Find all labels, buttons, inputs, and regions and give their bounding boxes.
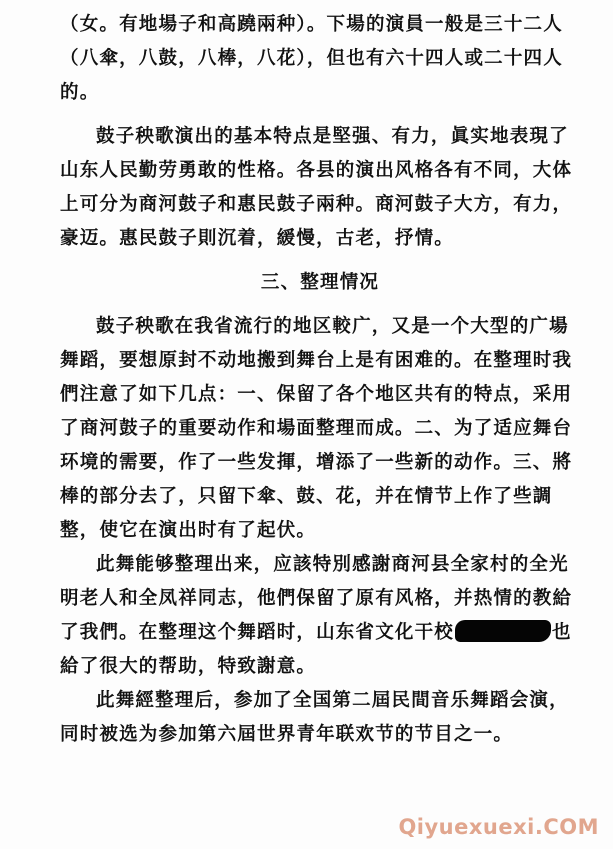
text-line: 鼓子秧歌在我省流行的地区較广，又是一个大型的广場: [96, 316, 569, 337]
paragraph-2: [60, 120, 580, 256]
text-segment: 也: [552, 622, 572, 643]
text-line: 了商河鼓子的重要动作和場面整理而成。二、为了适应舞台: [60, 418, 573, 439]
redaction-mark: [455, 620, 551, 642]
paragraph-5: [60, 684, 580, 752]
text-segment: 了我們。在整理这个舞蹈时，山东省文化干校: [60, 622, 455, 643]
text-line: 整，使它在演出时有了起伏。: [60, 520, 317, 541]
paragraph-gap: [60, 110, 580, 120]
text-line: 的。: [60, 82, 100, 103]
text-line: 此舞能够整理出来，应該特別感謝商河县全家村的全光: [96, 554, 569, 575]
text-line: 此舞經整理后，参加了全国第二屆民間音乐舞蹈会演，: [96, 690, 569, 711]
text-line: 环境的需要，作了一些发揮，增添了一些新的动作。三、將: [60, 452, 573, 473]
text-line: 給了很大的帮助，特致謝意。: [60, 656, 317, 677]
document-body: [60, 8, 580, 752]
text-line: 明老人和全凤祥同志，他們保留了原有风格，并热情的教給: [60, 588, 573, 609]
text-line: 同时被选为参加第六屆世界青年联欢节的节目之一。: [60, 724, 514, 745]
section-heading: 三、整理情况: [260, 272, 380, 293]
text-line: （八傘，八鼓，八棒，八花），但也有六十四人或二十四人: [60, 48, 563, 69]
site-watermark: Qiyuexuexi.COM: [398, 815, 599, 839]
text-line: 山东人民勤劳勇敢的性格。各县的演出风格各有不同，大体: [60, 160, 573, 181]
text-line: 鼓子秧歌演出的基本特点是堅强、有力，眞实地表現了: [96, 126, 569, 147]
text-line: 豪迈。惠民鼓子則沉着，緩慢，古老，抒情。: [60, 228, 455, 249]
text-line: 們注意了如下几点：一、保留了各个地区共有的特点，采用: [60, 384, 573, 405]
text-line: 上可分为商河鼓子和惠民鼓子兩种。商河鼓子大方，有力，: [60, 194, 573, 215]
text-line: 棒的部分去了，只留下傘、鼓、花，并在情节上作了些調: [60, 486, 553, 507]
text-line: 舞蹈，要想原封不动地搬到舞台上是有困难的。在整理时我: [60, 350, 573, 371]
paragraph-1: [60, 8, 580, 110]
section-gap: [60, 256, 580, 266]
text-line-with-redaction: [60, 616, 580, 650]
paragraph-3: [60, 310, 580, 548]
paragraph-4: [60, 548, 580, 684]
section-gap: [60, 300, 580, 310]
text-line: （女。有地場子和高蹺兩种）。下場的演員一般是三十二人: [60, 14, 563, 35]
